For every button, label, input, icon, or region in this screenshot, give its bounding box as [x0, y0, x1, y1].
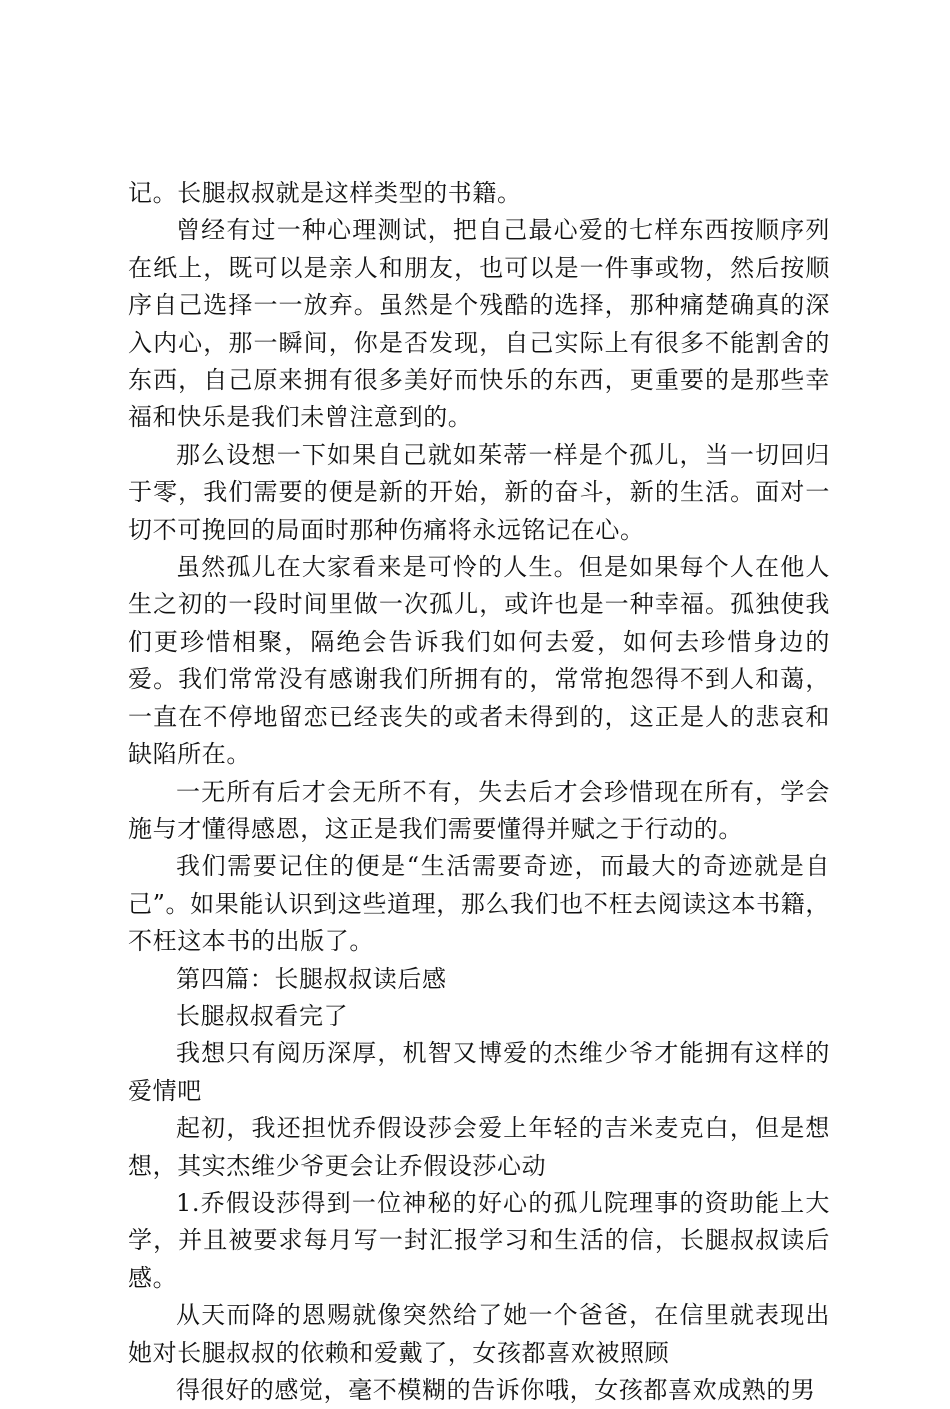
section-heading: 第四篇：长腿叔叔读后感	[176, 964, 447, 993]
paragraph-4: 虽然孤儿在大家看来是可怜的人生。但是如果每个人在他人生之初的一段时间里做一次孤儿，或许也是一种幸福。孤独使我们更珍惜相聚，隔绝会告诉我们如何去爱，如何去珍惜身边的爱。我们常常没有感谢我们所拥有的，常常抱怨得不到人和蔼，一直在不停地留恋已经丧失的或者未得到的，这正是人的悲哀和缺陷所在。	[128, 553, 830, 769]
paragraph-13: 得很好的感觉，毫不模糊的告诉你哦，女孩都喜欢成熟的男	[176, 1376, 816, 1404]
paragraph-9: 我想只有阅历深厚，机智又博爱的杰维少爷才能拥有这样的爱情吧	[128, 1039, 830, 1105]
document-body	[128, 175, 830, 1409]
paragraph-3: 那么设想一下如果自己就如茱蒂一样是个孤儿，当一切回归于零，我们需要的便是新的开始，新的奋斗，新的生活。面对一切不可挽回的局面时那种伤痛将永远铭记在心。	[128, 440, 830, 544]
paragraph-11: 1.乔假设莎得到一位神秘的好心的孤儿院理事的资助能上大学，并且被要求每月写一封汇报学习和生活的信，长腿叔叔读后感。	[128, 1188, 830, 1292]
paragraph-1: 记。长腿叔叔就是这样类型的书籍。	[128, 179, 522, 207]
paragraph-12: 从天而降的恩赐就像突然给了她一个爸爸，在信里就表现出她对长腿叔叔的依赖和爱戴了，女孩都喜欢被照顾	[128, 1301, 830, 1367]
paragraph-2: 曾经有过一种心理测试，把自己最心爱的七样东西按顺序列在纸上，既可以是亲人和朋友，也可以是一件事或物，然后按顺序自己选择一一放弃。虽然是个残酷的选择，那种痛楚确真的深入内心，那一瞬间，你是否发现，自己实际上有很多不能割舍的东西，自己原来拥有很多美好而快乐的东西，更重要的是那些幸福和快乐是我们未曾注意到的。	[128, 216, 830, 432]
paragraph-5: 一无所有后才会无所不有，失去后才会珍惜现在所有，学会施与才懂得感恩，这正是我们需要懂得并赋之于行动的。	[128, 777, 830, 843]
paragraph-8: 长腿叔叔看完了	[176, 1001, 349, 1030]
paragraph-10: 起初，我还担忧乔假设莎会爱上年轻的吉米麦克白，但是想想，其实杰维少爷更会让乔假设莎心动	[128, 1114, 830, 1180]
paragraph-6: 我们需要记住的便是“生活需要奇迹，而最大的奇迹就是自己”。如果能认识到这些道理，那么我们也不枉去阅读这本书籍，不枉这本书的出版了。	[128, 852, 830, 956]
